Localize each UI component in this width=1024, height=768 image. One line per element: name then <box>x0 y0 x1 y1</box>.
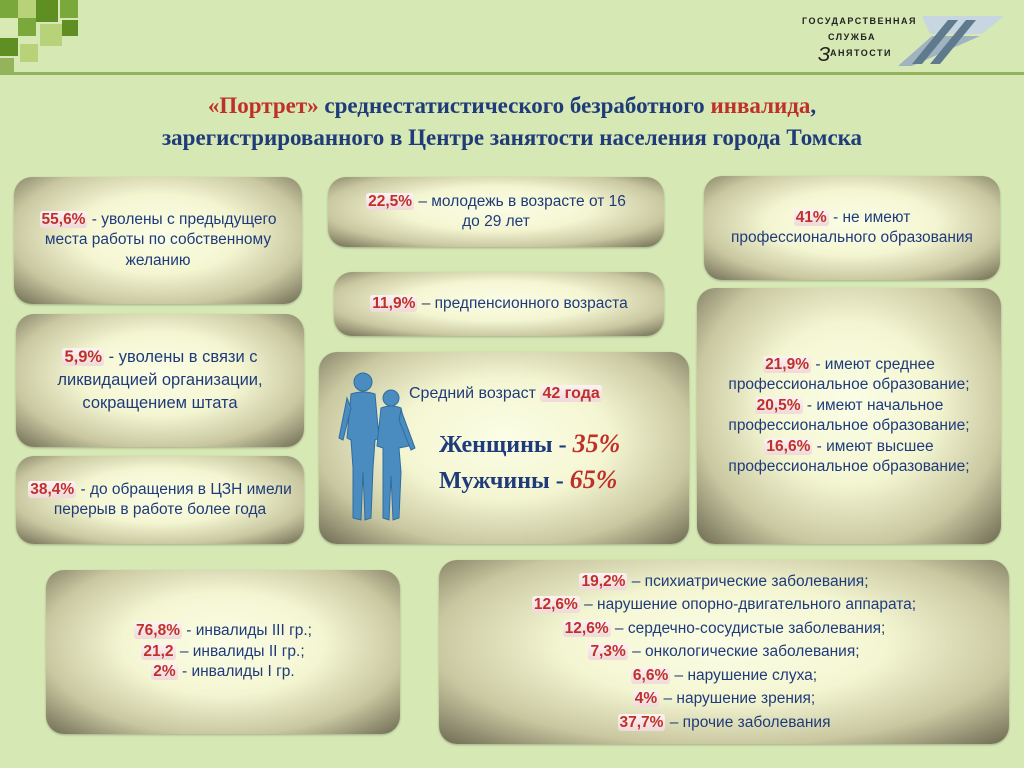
deco-square <box>60 0 78 18</box>
stat-box-no-education <box>704 176 1000 280</box>
title-quote: «Портрет» <box>207 93 319 118</box>
deco-square <box>0 18 18 36</box>
deco-square <box>0 58 14 72</box>
stat-box-disability-groups <box>46 570 400 734</box>
percent-value: 12,6% <box>533 596 578 614</box>
logo-arrow-icon <box>892 14 1004 68</box>
stat-text: - уволены в связи с ликвидацией организации, сокращением штата <box>57 348 263 412</box>
percent-value: 6,6% <box>632 666 669 684</box>
deco-square <box>0 38 18 56</box>
stat-text: - имеют высшее профессиональное образование; <box>728 437 970 475</box>
deco-square <box>0 0 18 18</box>
logo-letter: З <box>818 44 832 66</box>
stat-text: – нарушение зрения; <box>659 690 816 708</box>
stat-box-prepension <box>334 272 664 336</box>
percent-value: 41% <box>795 208 827 226</box>
stat-box-voluntary <box>14 177 302 304</box>
age-label: Средний возраст <box>409 385 541 402</box>
percent-value: 76,8% <box>136 622 180 640</box>
percent-value: 16,6% <box>766 437 811 455</box>
stat-box-break <box>16 456 304 544</box>
logo-text-line2: СЛУЖБА <box>828 32 876 42</box>
stat-text: - имеют начальное профессиональное образование; <box>728 396 970 434</box>
stat-text: – инвалиды II гр.; <box>175 642 305 660</box>
stat-text: - не имеют профессионального образования <box>731 208 973 246</box>
stat-text: – онкологические заболевания; <box>627 643 860 661</box>
logo-text-line1: ГОСУДАРСТВЕННАЯ <box>802 16 917 26</box>
deco-square <box>62 20 78 36</box>
percent-value: 38,4% <box>30 480 75 498</box>
percent-value: 4% <box>634 690 658 708</box>
stat-text: – нарушение слуха; <box>670 666 818 684</box>
header-divider <box>0 72 1024 75</box>
deco-square <box>18 0 36 18</box>
age-value: 42 года <box>542 385 600 402</box>
percent-value: 7,3% <box>590 643 626 661</box>
stat-text: - инвалиды I гр. <box>177 663 295 681</box>
logo-text-line3: АНЯТОСТИ <box>830 48 892 58</box>
title-text: среднестатистического безработного <box>318 93 711 118</box>
stat-box-liquidation <box>16 314 304 447</box>
people-silhouette-icon <box>335 368 419 528</box>
stat-text: – нарушение опорно-двигательного аппарата; <box>579 596 917 614</box>
title-line2: зарегистрированного в Центре занятости населения города Томска <box>161 125 863 150</box>
deco-square <box>40 24 62 46</box>
percent-value: 2% <box>153 663 176 681</box>
men-label: Мужчины - <box>439 468 570 494</box>
stat-text: - до обращения в ЦЗН имели перерыв в работе более года <box>53 480 292 518</box>
percent-value: 11,9% <box>372 294 416 312</box>
stat-text: - инвалиды III гр.; <box>181 622 312 640</box>
page-title <box>40 90 984 154</box>
women-line <box>439 429 621 458</box>
stat-text: - имеют среднее профессиональное образование; <box>728 355 970 393</box>
women-label: Женщины - <box>439 432 573 458</box>
title-text: , <box>810 93 817 118</box>
stat-text: – молодежь в возрасте от 16 до 29 лет <box>414 192 626 230</box>
percent-value: 55,6% <box>41 210 86 228</box>
deco-square <box>20 44 38 62</box>
stat-text: - уволены с предыдущего места работы по собственному желанию <box>44 210 277 269</box>
deco-square <box>18 18 36 36</box>
women-value: 35% <box>572 429 621 458</box>
average-age-line <box>409 384 602 405</box>
percent-value: 21,9% <box>765 355 810 373</box>
percent-value: 37,7% <box>619 713 664 731</box>
stat-text: – сердечно-сосудистые заболевания; <box>610 619 886 637</box>
percent-value: 19,2% <box>581 572 626 590</box>
employment-service-logo <box>800 14 1010 70</box>
center-summary-box <box>319 352 689 544</box>
men-line <box>439 465 618 494</box>
title-red-word: инвалида <box>710 93 811 118</box>
stat-box-youth <box>328 177 664 247</box>
stat-text: – прочие заболевания <box>665 713 831 731</box>
percent-value: 5,9% <box>64 348 103 366</box>
percent-value: 20,5% <box>756 396 801 414</box>
stat-text: – психиатрические заболевания; <box>627 572 869 590</box>
deco-square <box>36 0 58 22</box>
title-line1 <box>40 90 984 122</box>
percent-value: 12,6% <box>564 619 609 637</box>
men-value: 65% <box>569 465 618 494</box>
stat-text: – предпенсионного возраста <box>417 294 628 312</box>
percent-value: 21,2 <box>143 642 174 660</box>
percent-value: 22,5% <box>368 192 413 210</box>
stat-box-diseases <box>439 560 1009 744</box>
stat-box-education <box>697 288 1001 544</box>
